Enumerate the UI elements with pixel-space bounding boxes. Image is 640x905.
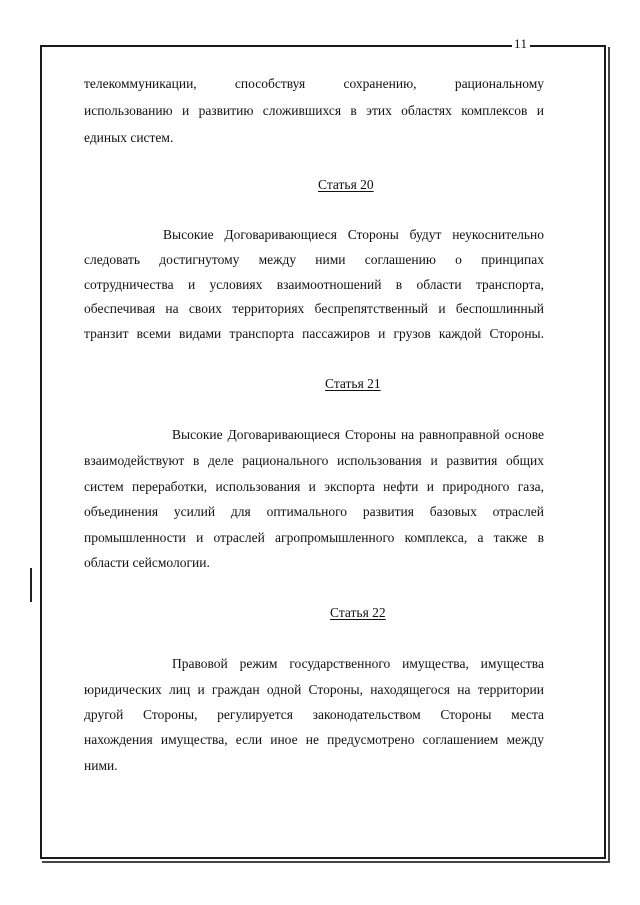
- article-line: объединения усилий для оптимального развития базовых отраслей: [84, 504, 544, 519]
- article-line: Правовой режим государственного имущества, имущества: [172, 656, 544, 671]
- article-line: нахождения имущества, если иное не предусмотрено соглашением между: [84, 732, 544, 747]
- article-line: ними.: [84, 758, 118, 773]
- article-line: систем переработки, использования и экспорта нефти и природного газа,: [84, 479, 544, 494]
- page-border-shadow-bottom: [42, 861, 610, 863]
- article-line: обеспечивая на своих территориях беспрепятственный и беспошлинный: [84, 301, 544, 316]
- intro-line: единых систем.: [84, 130, 174, 145]
- article-heading: Статья 20: [318, 177, 374, 192]
- article-line: области сейсмологии.: [84, 555, 210, 570]
- intro-line: телекоммуникации, способствуя сохранению, рациональному: [84, 76, 544, 91]
- intro-line: использованию и развитию сложившихся в этих областях комплексов и: [84, 103, 544, 118]
- article-line: транзит всеми видами транспорта пассажиров и грузов каждой Стороны.: [84, 326, 544, 341]
- article-heading: Статья 22: [330, 605, 386, 620]
- page-number: 11: [514, 36, 528, 51]
- article-heading: Статья 21: [325, 376, 381, 391]
- article-line: Высокие Договаривающиеся Стороны на равноправной основе: [172, 427, 544, 442]
- article-line: следовать достигнутому между ними соглашению о принципах: [84, 252, 544, 267]
- margin-mark: [30, 568, 32, 602]
- article-line: Высокие Договаривающиеся Стороны будут неукоснительно: [163, 227, 544, 242]
- article-line: сотрудничества и условиях взаимоотношений в области транспорта,: [84, 277, 544, 292]
- article-line: другой Стороны, регулируется законодательством Стороны места: [84, 707, 544, 722]
- article-line: взаимодействуют в деле рационального использования и развития общих: [84, 453, 544, 468]
- article-line: промышленности и отраслей агропромышленного комплекса, а также в: [84, 530, 544, 545]
- article-line: юридических лиц и граждан одной Стороны, находящегося на территории: [84, 682, 544, 697]
- page-border-shadow-right: [608, 47, 610, 863]
